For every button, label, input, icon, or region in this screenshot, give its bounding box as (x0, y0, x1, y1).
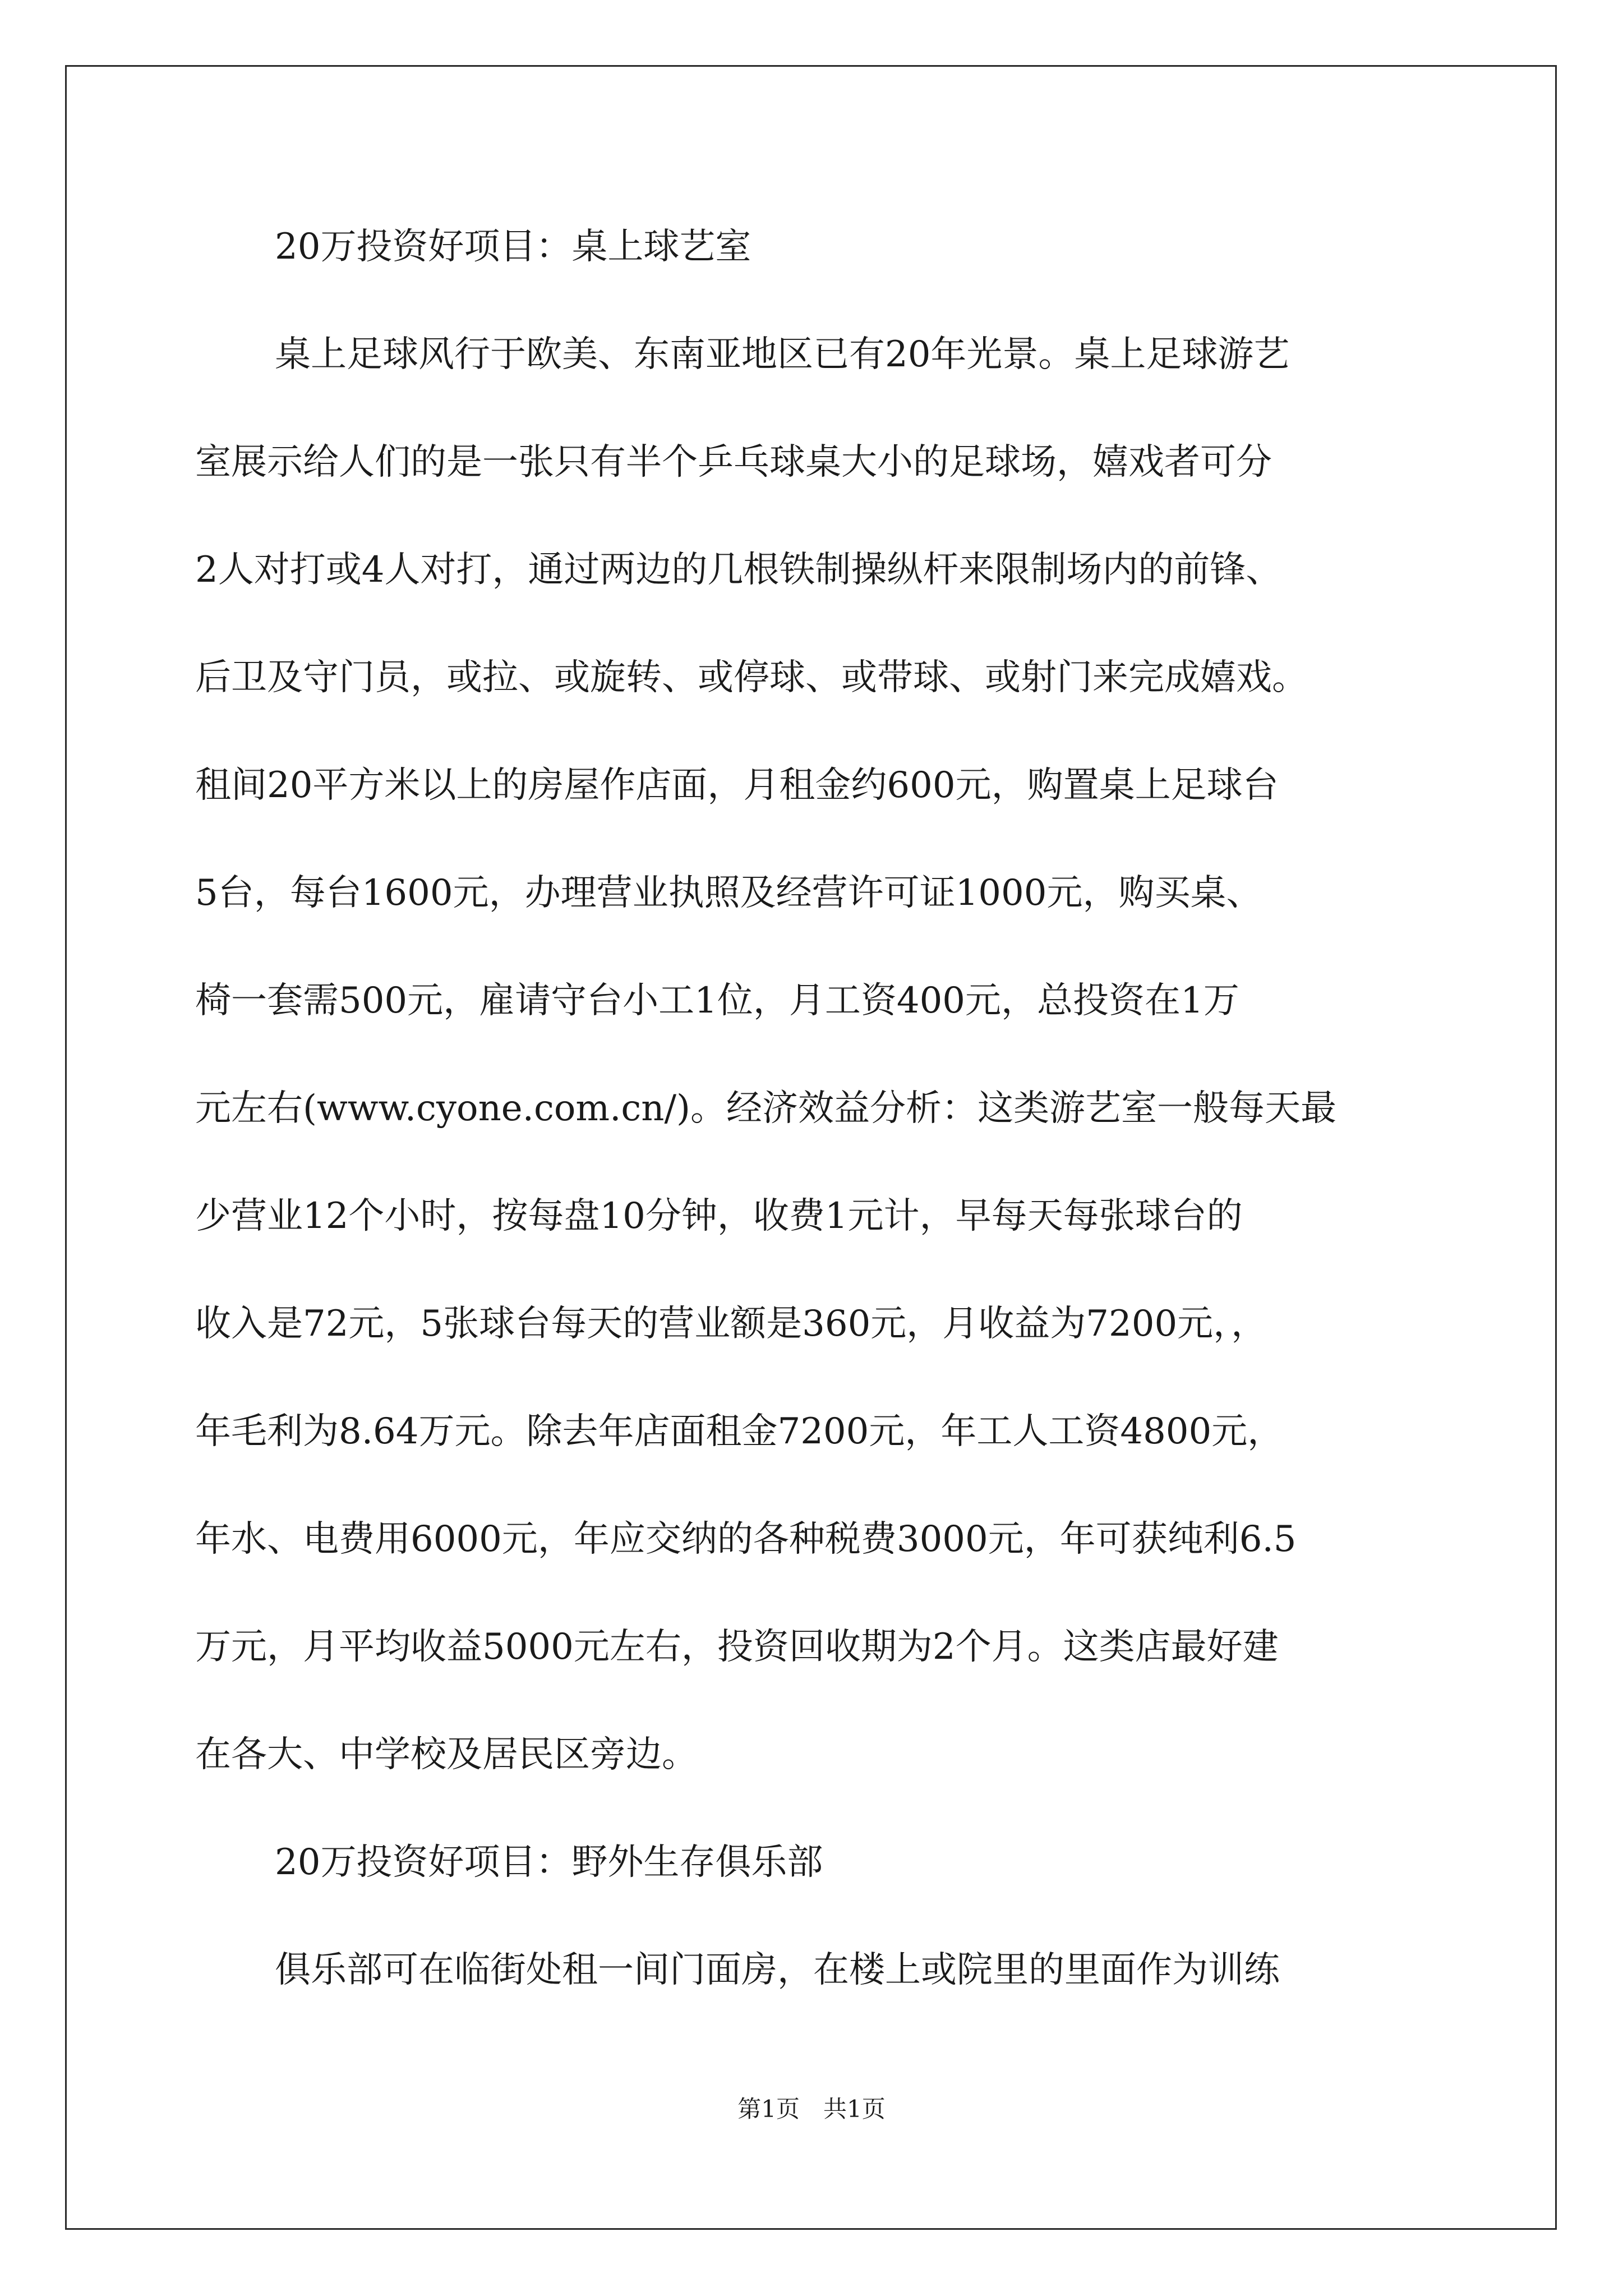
body-line-13: 万元，月平均收益5000元左右，投资回收期为2个月。这类店最好建 (195, 1626, 1279, 1668)
heading-2: 20万投资好项目：野外生存俱乐部 (275, 1842, 823, 1883)
body-line-14: 在各大、中学校及居民区旁边。 (195, 1734, 698, 1775)
body-line-10: 收入是72元，5张球台每天的营业额是360元，月收益为7200元，， (195, 1303, 1267, 1345)
body-line-12: 年水、电费用6000元，年应交纳的各种税费3000元，年可获纯利6.5 (195, 1519, 1297, 1560)
body-line-9: 少营业12个小时，按每盘10分钟，收费1元计，早每天每张球台的 (195, 1195, 1243, 1237)
body-line-1: 桌上足球风行于欧美、东南亚地区已有20年光景。桌上足球游艺 (275, 334, 1290, 375)
page-footer: 第1页 共1页 (737, 2095, 886, 2123)
body-line-8: 元左右(www.cyone.com.cn/)。经济效益分析：这类游艺室一般每天最 (195, 1088, 1337, 1129)
body-line-3: 2人对打或4人对打，通过两边的几根铁制操纵杆来限制场内的前锋、 (195, 549, 1282, 591)
heading-1: 20万投资好项目：桌上球艺室 (275, 226, 751, 268)
body-line-2: 室展示给人们的是一张只有半个乒乓球桌大小的足球场，嬉戏者可分 (195, 441, 1272, 483)
body-line-11: 年毛利为8.64万元。除去年店面租金7200元，年工人工资4800元， (195, 1411, 1284, 1452)
page-border (65, 65, 1557, 2230)
body-line-15: 俱乐部可在临街处租一间门面房，在楼上或院里的里面作为训练 (275, 1949, 1280, 1991)
body-line-5: 租间20平方米以上的房屋作店面，月租金约600元，购置桌上足球台 (195, 765, 1279, 806)
body-line-7: 椅一套需500元，雇请守台小工1位，月工资400元，总投资在1万 (195, 980, 1239, 1022)
body-line-4: 后卫及守门员，或拉、或旋转、或停球、或带球、或射门来完成嬉戏。 (195, 657, 1308, 698)
body-line-6: 5台，每台1600元，办理营业执照及经营许可证1000元，购买桌、 (195, 872, 1262, 914)
